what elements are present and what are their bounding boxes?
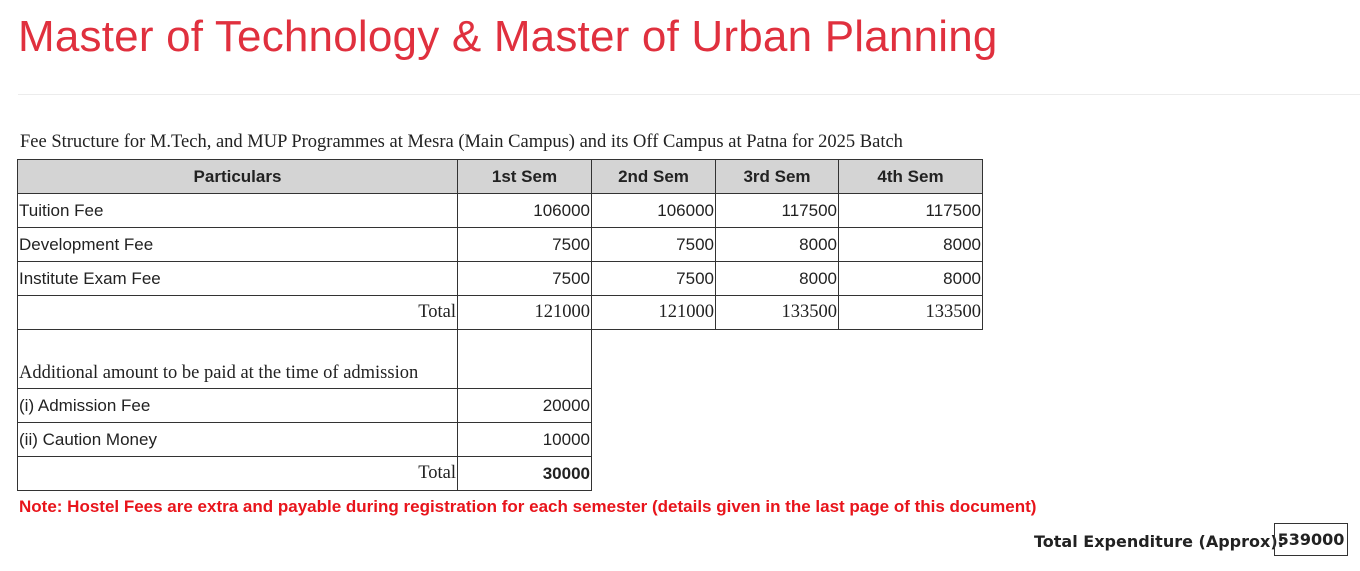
additional-total-row [18, 457, 983, 491]
header-sem-1: 1st Sem [458, 160, 592, 194]
additional-row [18, 389, 983, 423]
table-row [18, 194, 983, 228]
additional-total-label: Total [18, 457, 458, 491]
cell-value: 117500 [839, 194, 983, 228]
cell-value: 117500 [716, 194, 839, 228]
hostel-fee-note: Note: Hostel Fees are extra and payable during registration for each semester (details given in the last page of this document) [19, 497, 1037, 516]
cell-value: 7500 [458, 262, 592, 296]
total-value: 121000 [592, 296, 716, 330]
header-sem-4: 4th Sem [839, 160, 983, 194]
fee-structure-table [17, 159, 983, 491]
cell-value: 7500 [592, 262, 716, 296]
row-label: Tuition Fee [18, 194, 458, 228]
cell-value: 106000 [592, 194, 716, 228]
empty-cell [458, 330, 592, 389]
table-caption: Fee Structure for M.Tech, and MUP Programmes at Mesra (Main Campus) and its Off Campus at Patna for 2025 Batch [20, 132, 903, 152]
row-label: Development Fee [18, 228, 458, 262]
additional-total-value: 30000 [458, 457, 592, 491]
additional-value: 10000 [458, 423, 592, 457]
table-row [18, 262, 983, 296]
cell-value: 8000 [839, 262, 983, 296]
additional-label: (i) Admission Fee [18, 389, 458, 423]
table-row [18, 228, 983, 262]
additional-heading: Additional amount to be paid at the time of admission [18, 330, 458, 389]
total-value: 133500 [839, 296, 983, 330]
additional-value: 20000 [458, 389, 592, 423]
row-label: Institute Exam Fee [18, 262, 458, 296]
total-expenditure-value: 539000 [1274, 523, 1348, 556]
title-divider [18, 94, 1360, 95]
total-expenditure-label: Total Expenditure (Approx): [1034, 532, 1285, 551]
table-header-row [18, 160, 983, 194]
cell-value: 7500 [592, 228, 716, 262]
total-label: Total [18, 296, 458, 330]
total-row [18, 296, 983, 330]
header-sem-2: 2nd Sem [592, 160, 716, 194]
total-value: 121000 [458, 296, 592, 330]
total-value: 133500 [716, 296, 839, 330]
header-sem-3: 3rd Sem [716, 160, 839, 194]
additional-heading-row [18, 330, 983, 389]
additional-row [18, 423, 983, 457]
cell-value: 8000 [716, 262, 839, 296]
cell-value: 7500 [458, 228, 592, 262]
header-particulars: Particulars [18, 160, 458, 194]
page-title: Master of Technology & Master of Urban Planning [18, 12, 998, 61]
additional-label: (ii) Caution Money [18, 423, 458, 457]
cell-value: 8000 [716, 228, 839, 262]
cell-value: 106000 [458, 194, 592, 228]
cell-value: 8000 [839, 228, 983, 262]
